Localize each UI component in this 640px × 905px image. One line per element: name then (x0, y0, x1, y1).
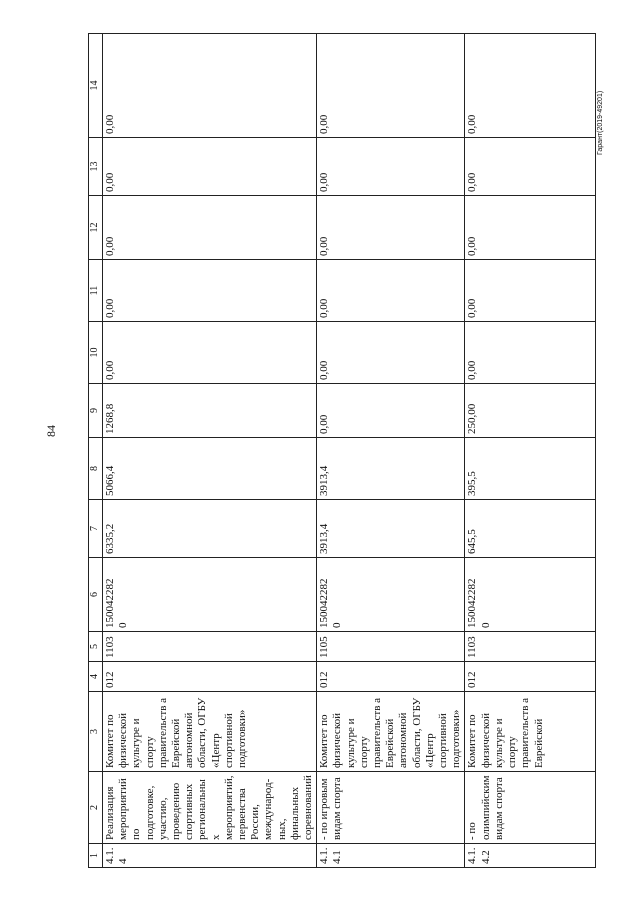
header-cell: 1 (89, 844, 103, 868)
budget-table (88, 33, 596, 868)
value-cell: 0,00 (317, 260, 465, 322)
header-cell: 8 (89, 438, 103, 500)
document-footer-code: Гарант(2019-49201) (597, 90, 604, 155)
header-cell: 4 (89, 662, 103, 692)
value-cell: 6335,2 (103, 500, 317, 558)
budget-table-container (88, 34, 571, 868)
value-cell: 0,00 (103, 196, 317, 260)
value-cell: 0,00 (103, 138, 317, 196)
value-cell: 395,5 (465, 438, 596, 500)
section-code-cell: 1103 (103, 632, 317, 662)
section-code-cell: 1103 (465, 632, 596, 662)
target-article-cell: 150042282 0 (103, 558, 317, 632)
header-cell: 11 (89, 260, 103, 322)
value-cell: 645,5 (465, 500, 596, 558)
executor-cell: Комитет по физической культуре и спорту правительств а Еврейской (465, 692, 596, 772)
header-cell: 2 (89, 772, 103, 844)
header-cell: 7 (89, 500, 103, 558)
table-row (103, 34, 317, 868)
activity-name-cell: - по игровым видам спорта (317, 772, 465, 844)
header-cell: 14 (89, 34, 103, 138)
value-cell: 0,00 (465, 34, 596, 138)
value-cell: 0,00 (317, 196, 465, 260)
value-cell: 0,00 (317, 34, 465, 138)
value-cell: 0,00 (465, 260, 596, 322)
header-cell: 12 (89, 196, 103, 260)
row-number-cell: 4.1. 4.1 (317, 844, 465, 868)
target-article-cell: 150042282 0 (465, 558, 596, 632)
executor-cell: Комитет по физической культуре и спорту правительств а Еврейской автономной области, ОГБУ «Центр спортивной подготовки» (103, 692, 317, 772)
value-cell: 0,00 (103, 34, 317, 138)
row-number-cell: 4.1. 4 (103, 844, 317, 868)
table-row (317, 34, 465, 868)
ministry-code-cell: 012 (103, 662, 317, 692)
header-cell: 9 (89, 384, 103, 438)
value-cell: 3913,4 (317, 438, 465, 500)
activity-name-cell: Реализация мероприятий по подготовке, участию, проведению спортивных региональных мероприятий, первенства России, международ-ных, финальных соревнований (103, 772, 317, 844)
value-cell: 0,00 (103, 322, 317, 384)
value-cell: 0,00 (317, 384, 465, 438)
header-cell: 3 (89, 692, 103, 772)
value-cell: 1268,8 (103, 384, 317, 438)
header-cell: 6 (89, 558, 103, 632)
value-cell: 0,00 (465, 322, 596, 384)
header-cell: 10 (89, 322, 103, 384)
table-row (465, 34, 596, 868)
row-number-cell: 4.1. 4.2 (465, 844, 596, 868)
ministry-code-cell: 012 (317, 662, 465, 692)
value-cell: 0,00 (465, 138, 596, 196)
header-cell: 5 (89, 632, 103, 662)
page-number: 84 (44, 425, 58, 437)
target-article-cell: 150042282 0 (317, 558, 465, 632)
value-cell: 0,00 (317, 322, 465, 384)
table-header-row (89, 34, 103, 868)
value-cell: 3913,4 (317, 500, 465, 558)
section-code-cell: 1105 (317, 632, 465, 662)
header-cell: 13 (89, 138, 103, 196)
value-cell: 0,00 (103, 260, 317, 322)
activity-name-cell: - по олимпийским видам спорта (465, 772, 596, 844)
value-cell: 5066,4 (103, 438, 317, 500)
value-cell: 0,00 (317, 138, 465, 196)
value-cell: 0,00 (465, 196, 596, 260)
ministry-code-cell: 012 (465, 662, 596, 692)
executor-cell: Комитет по физической культуре и спорту правительств а Еврейской автономной области, ОГБУ «Центр спортивной подготовки» (317, 692, 465, 772)
value-cell: 250,00 (465, 384, 596, 438)
